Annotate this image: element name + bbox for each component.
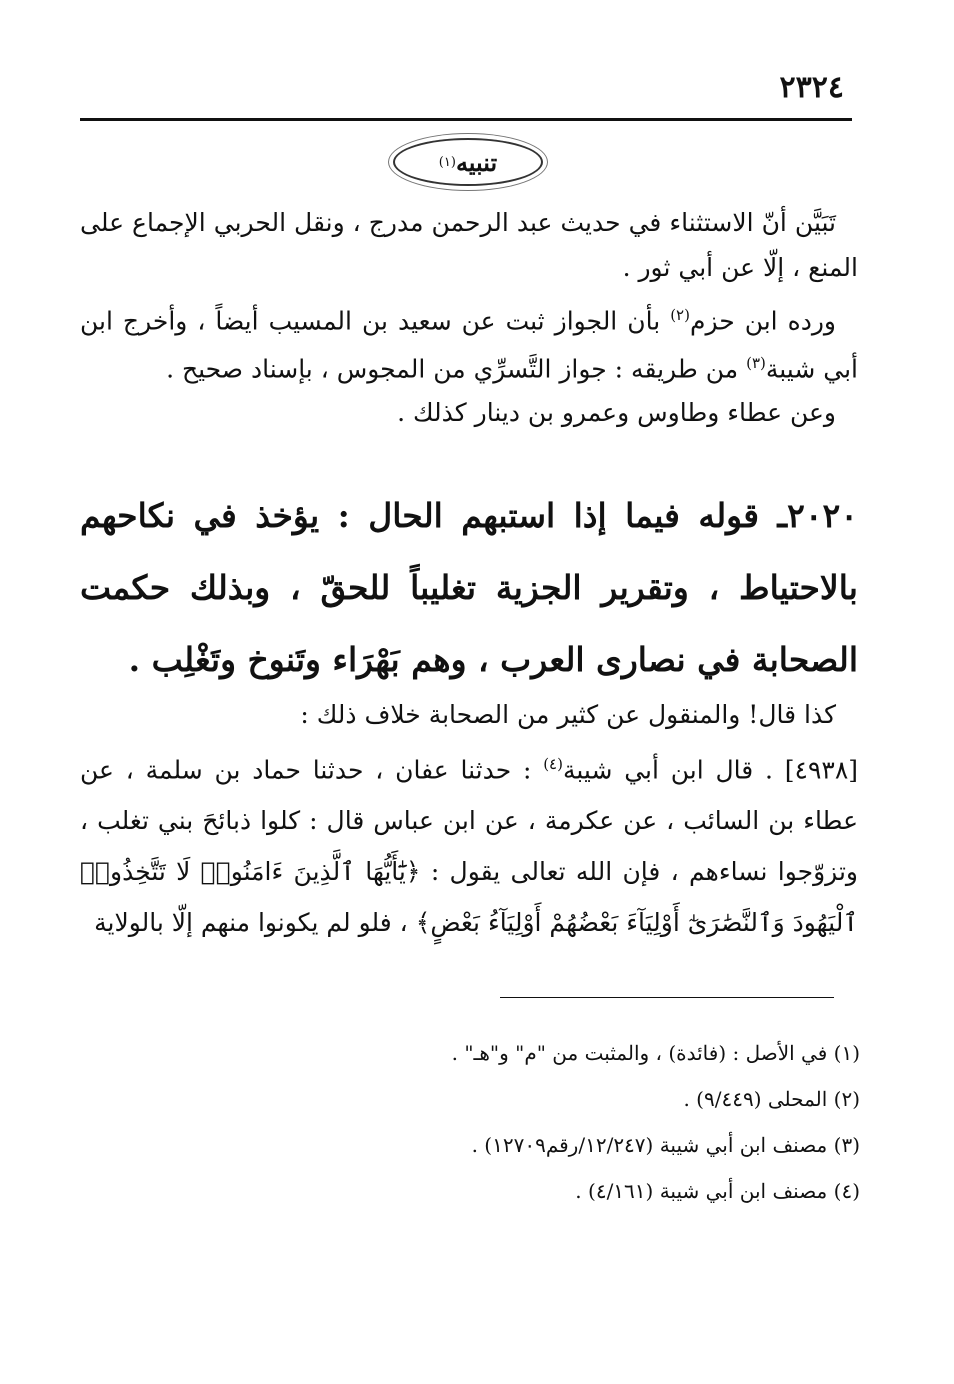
discussion-section	[80, 693, 858, 948]
footnotes	[300, 1030, 860, 1214]
discussion-paragraph-1: كذا قال! والمنقول عن كثير من الصحابة خلاف ذلك :	[300, 700, 836, 729]
tanbih-badge	[393, 138, 543, 186]
athar-number-text: [٤٩٣٨] . قال ابن أبي شيبة	[562, 755, 859, 785]
intro-section	[80, 200, 858, 434]
footnote-ref-2: (٢)	[670, 306, 690, 324]
intro-paragraph-2	[80, 294, 858, 391]
tanbih-label: تنبيه	[455, 147, 498, 177]
athar-text: : حدثنا عفان ، حدثنا حماد بن سلمة ، عن عطاء بن السائب ، عن عكرمة ، عن ابن عباس قال : كلوا ذبائحَ بني تغلب ، وتزوّجوا نساءهم ، فإن الله تعالى يقول : ﴿يَٰٓأَيُّهَا ٱلَّذِينَ ءَامَنُوا۟ لَا تَتَّخِذُوا۟ ٱلْيَهُودَ وَٱلنَّصَٰرَىٰٓ أَوْلِيَآءَ بَعْضُهُمْ أَوْلِيَآءُ بَعْضٍ﴾ ، فلو لم يكونوا منهم إلّا بالولاية	[80, 755, 858, 938]
footnote-ref-3: (٣)	[746, 354, 766, 373]
intro-p2-text-3: من طريقه : جواز التَّسرِّي من المجوس ، بإسناد صحيح .	[166, 354, 747, 384]
intro-p2-text-2: بأن الجواز ثبت عن سعيد بن المسيب أيضاً ، وأخرج ابن أبي شيبة	[80, 306, 858, 384]
footnote-4: (٤) مصنف ابن أبي شيبة (٤/١٦١) .	[575, 1179, 860, 1203]
header-rule	[80, 118, 852, 121]
footnote-1: (١) في الأصل : (فائدة) ، والمثبت من "م" و"هـ" .	[451, 1041, 860, 1065]
intro-p2-text-1: ورده ابن حزم	[689, 306, 836, 336]
discussion-paragraph-2	[80, 739, 858, 948]
intro-paragraph-3: وعن عطاء وطاوس وعمرو بن دينار كذلك .	[397, 397, 836, 427]
page-number: ٢٣٢٤	[779, 70, 844, 105]
footnote-ref-4: (٤)	[543, 755, 563, 773]
tanbih-note-ref: (١)	[438, 154, 456, 170]
intro-paragraph-1: تَبَيَّن أنّ الاستثناء في حديث عبد الرحمن مدرج ، ونقل الحربي الإجماع على المنع ، إلّا عن أبي ثور .	[80, 208, 858, 282]
footnote-2: (٢) المحلى (٩/٤٤٩) .	[683, 1087, 860, 1111]
footnote-separator	[500, 997, 834, 998]
footnote-3: (٣) مصنف ابن أبي شيبة (١٢/٢٤٧/رقم١٢٧٠٩) .	[471, 1133, 860, 1157]
heading-section	[80, 480, 858, 696]
entry-heading: ٢٠٢٠ـ قوله فيما إذا استبهم الحال : يؤخذ في نكاحهم بالاحتياط ، وتقرير الجزية تغليباً للحقّ ، وبذلك حكمت الصحابة في نصارى العرب ، وهم بَهْرَاء وتَنوخ وتَغْلِب .	[80, 496, 858, 679]
